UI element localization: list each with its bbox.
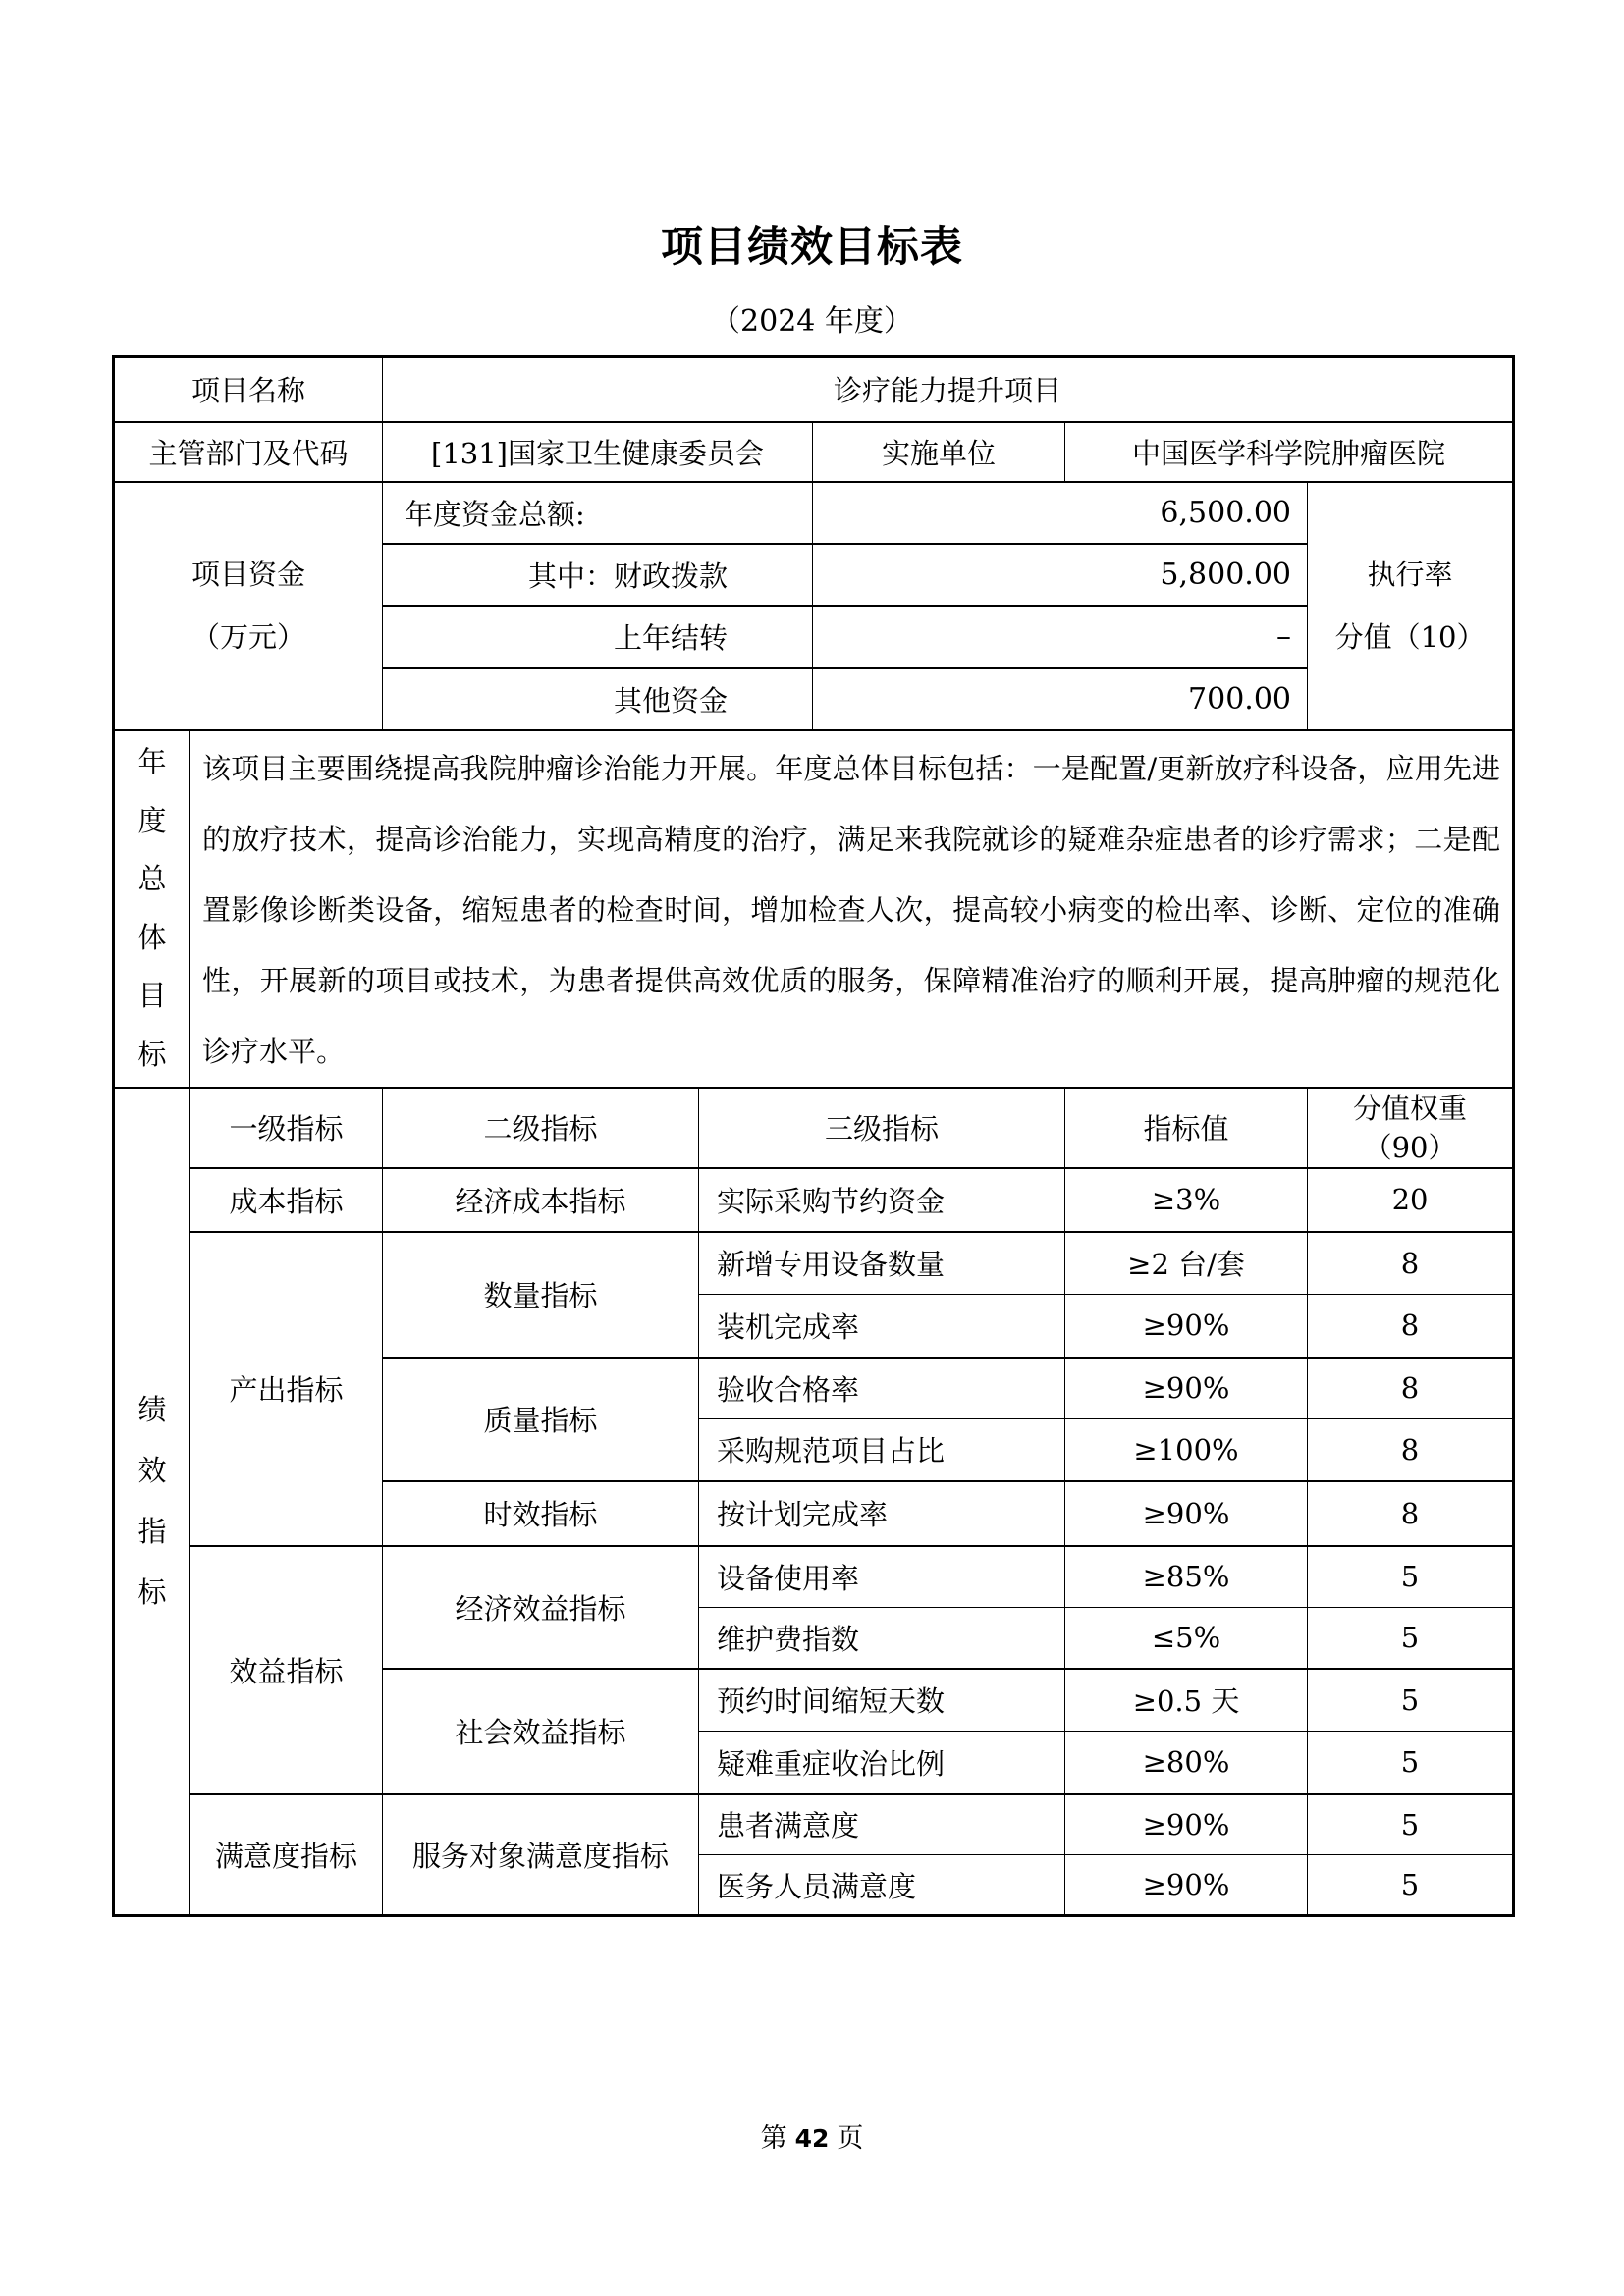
funding-carryover-label-cell: 上年结转: [383, 606, 813, 668]
annual-goal-side-label-cell: [114, 730, 190, 1088]
project-name-value-cell: 诊疗能力提升项目: [383, 357, 1514, 422]
funding-carryover-value-cell: –: [813, 606, 1308, 668]
funding-total-value-cell: 6,500.00: [813, 482, 1308, 544]
indicator-score-cell: 8: [1308, 1419, 1514, 1481]
level1-benefit-cell: 效益指标: [190, 1546, 383, 1794]
level3-cell: 维护费指数: [699, 1608, 1065, 1669]
execution-rate-line2: 分值（10）: [1334, 620, 1486, 654]
funding-fiscal-value-cell: 5,800.00: [813, 544, 1308, 606]
funding-other-value-cell: 700.00: [813, 668, 1308, 730]
row-department: [114, 422, 1514, 482]
level3-cell: 按计划完成率: [699, 1481, 1065, 1546]
indicator-value-cell: ≥90%: [1065, 1794, 1308, 1855]
indicator-value-cell: ≥85%: [1065, 1546, 1308, 1608]
indicators-side-label: 绩 效 指 标: [137, 1392, 167, 1609]
indicator-value-cell: ≥90%: [1065, 1481, 1308, 1546]
indicator-score-cell: 20: [1308, 1168, 1514, 1232]
indicator-row: [114, 1794, 1514, 1855]
indicator-value-cell: ≥3%: [1065, 1168, 1308, 1232]
footer-suffix: 页: [837, 2123, 864, 2154]
level1-cost-cell: 成本指标: [190, 1168, 383, 1232]
level3-cell: 预约时间缩短天数: [699, 1669, 1065, 1732]
indicator-score-cell: 5: [1308, 1794, 1514, 1855]
level3-cell: 疑难重症收治比例: [699, 1732, 1065, 1794]
page-subtitle: （2024 年度）: [711, 304, 913, 339]
row-funding-total: [114, 482, 1514, 544]
level3-cell: 医务人员满意度: [699, 1855, 1065, 1916]
level1-satisfaction-cell: 满意度指标: [190, 1794, 383, 1916]
level1-output-cell: 产出指标: [190, 1232, 383, 1546]
indicator-score-cell: 8: [1308, 1295, 1514, 1358]
performance-target-table: [112, 355, 1515, 1917]
header-level1-cell: 一级指标: [190, 1088, 383, 1168]
row-indicator-header: [114, 1088, 1514, 1168]
level3-cell: 验收合格率: [699, 1358, 1065, 1419]
indicator-score-cell: 5: [1308, 1546, 1514, 1608]
indicator-value-cell: ≥90%: [1065, 1855, 1308, 1916]
indicator-value-cell: ≥100%: [1065, 1419, 1308, 1481]
indicator-row: [114, 1168, 1514, 1232]
indicator-score-cell: 8: [1308, 1232, 1514, 1295]
department-label-cell: 主管部门及代码: [114, 422, 383, 482]
indicator-row: [114, 1232, 1514, 1295]
header-weight-line2: （90）: [1363, 1130, 1457, 1164]
indicator-value-cell: ≥80%: [1065, 1732, 1308, 1794]
level3-cell: 装机完成率: [699, 1295, 1065, 1358]
level2-economic-cost-cell: 经济成本指标: [383, 1168, 699, 1232]
indicator-score-cell: 5: [1308, 1732, 1514, 1794]
header-weight-line1: 分值权重: [1353, 1091, 1468, 1125]
indicator-score-cell: 5: [1308, 1669, 1514, 1732]
level2-social-benefit-cell: 社会效益指标: [383, 1669, 699, 1794]
annual-goal-text-cell: [190, 730, 1514, 1088]
funding-other-label-cell: 其他资金: [383, 668, 813, 730]
level3-cell: 新增专用设备数量: [699, 1232, 1065, 1295]
page-title: 项目绩效目标表: [661, 223, 963, 272]
department-value-cell: [131]国家卫生健康委员会: [383, 422, 813, 482]
indicator-value-cell: ≥90%: [1065, 1358, 1308, 1419]
funding-label-line1: 项目资金: [191, 558, 306, 591]
indicator-score-cell: 8: [1308, 1358, 1514, 1419]
unit-label-cell: 实施单位: [813, 422, 1065, 482]
indicator-value-cell: ≥2 台/套: [1065, 1232, 1308, 1295]
funding-label-cell: [114, 482, 383, 730]
annual-goal-side-label: 年 度 总 体 目 标: [137, 745, 167, 1071]
unit-value-cell: 中国医学科学院肿瘤医院: [1065, 422, 1514, 482]
row-annual-goal: [114, 730, 1514, 1088]
indicator-value-cell: ≥0.5 天: [1065, 1669, 1308, 1732]
level3-cell: 采购规范项目占比: [699, 1419, 1065, 1481]
header-level2-cell: 二级指标: [383, 1088, 699, 1168]
indicator-score-cell: 5: [1308, 1608, 1514, 1669]
indicator-score-cell: 8: [1308, 1481, 1514, 1546]
annual-goal-text: 该项目主要围绕提高我院肿瘤诊治能力开展。年度总体目标包括：一是配置/更新放疗科设备，应用先进的放疗技术，提高诊治能力，实现高精度的治疗，满足来我院就诊的疑难杂症患者的诊疗需求；二是配置影像诊断类设备，缩短患者的检查时间，增加检查人次，提高较小病变的检出率、诊断、定位的准确性，开展新的项目或技术，为患者提供高效优质的服务，保障精准治疗的顺利开展，提高肿瘤的规范化诊疗水平。: [202, 751, 1501, 1068]
indicator-value-cell: ≤5%: [1065, 1608, 1308, 1669]
level3-cell: 患者满意度: [699, 1794, 1065, 1855]
project-name-label-cell: 项目名称: [114, 357, 383, 422]
level2-timeliness-cell: 时效指标: [383, 1481, 699, 1546]
footer-page-number: 42: [794, 2124, 830, 2153]
row-project-name: [114, 357, 1514, 422]
footer-prefix: 第: [760, 2123, 787, 2154]
level2-quality-cell: 质量指标: [383, 1358, 699, 1481]
level2-economic-benefit-cell: 经济效益指标: [383, 1546, 699, 1669]
level2-quantity-cell: 数量指标: [383, 1232, 699, 1358]
funding-fiscal-label-cell: 其中：财政拨款: [383, 544, 813, 606]
header-weight-cell: [1308, 1088, 1514, 1168]
level3-cell: 实际采购节约资金: [699, 1168, 1065, 1232]
funding-total-label-cell: 年度资金总额:: [383, 482, 813, 544]
execution-rate-line1: 执行率: [1367, 558, 1453, 591]
header-value-cell: 指标值: [1065, 1088, 1308, 1168]
indicator-score-cell: 5: [1308, 1855, 1514, 1916]
header-level3-cell: 三级指标: [699, 1088, 1065, 1168]
page-footer: [0, 2116, 1624, 2155]
indicator-row: [114, 1546, 1514, 1608]
level2-service-satisfaction-cell: 服务对象满意度指标: [383, 1794, 699, 1916]
execution-rate-cell: [1308, 482, 1514, 730]
level3-cell: 设备使用率: [699, 1546, 1065, 1608]
indicator-value-cell: ≥90%: [1065, 1295, 1308, 1358]
indicators-side-label-cell: [114, 1088, 190, 1916]
funding-label-line2: （万元）: [191, 620, 306, 654]
